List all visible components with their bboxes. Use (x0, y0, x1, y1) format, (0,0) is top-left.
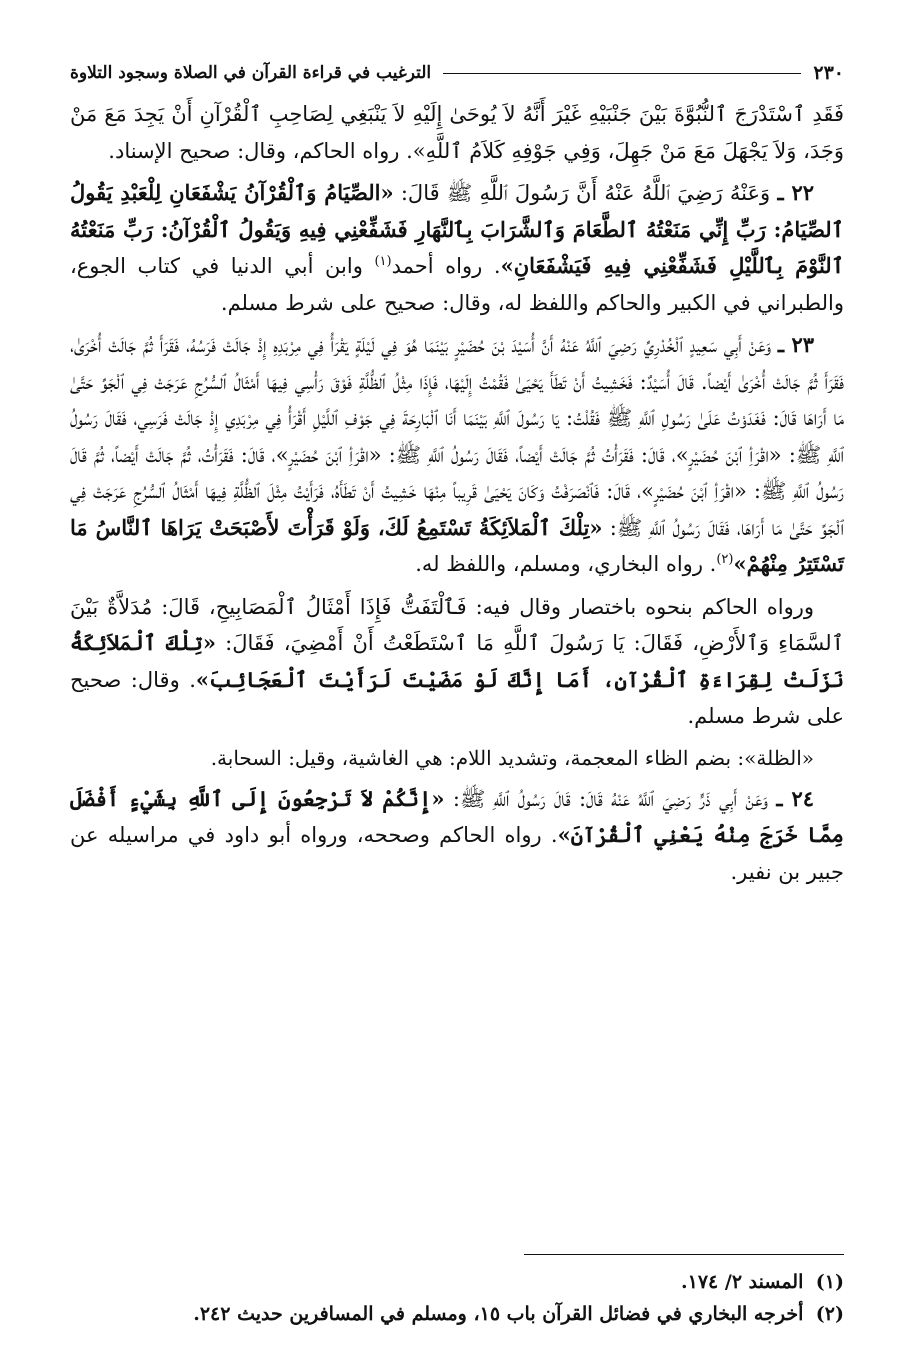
footnote-ref-2[interactable]: (٢) (716, 552, 734, 567)
footnote-label: (٢) (815, 1303, 844, 1325)
header-rule (443, 73, 801, 74)
source-note: . رواه أحمد (391, 254, 501, 278)
source-note: . رواه الحاكم، وقال: صحيح الإسناد. (108, 138, 413, 163)
footnote-text: أخرجه البخاري في فضائل القرآن باب ١٥، ومسلم في المسافرين حديث ٢٤٢. (193, 1303, 804, 1325)
hadith-24 (70, 781, 844, 891)
book-page (70, 58, 844, 1338)
variant-text: فَٱلْتَفَتُّ فَإِذَا أَمْثَالُ ٱلْمَصَابِيحِ، قَالَ: مُدَلاَّةٌ بَيْنَ ٱلسَّمَاءِ وَٱلأَرْضِ، فَقَالَ: يَا رَسُولَ ٱللَّهِ مَا ٱسْتَطَعْتُ أَنْ أَمْضِيَ، فَقَالَ: (70, 594, 844, 655)
footnote-ref-1[interactable]: (١) (374, 254, 392, 269)
source-note: . وقال: صحيح على شرط مسلم. (70, 667, 844, 728)
hadith-text: وَعَنْ أَبِي سَعِيدٍ ٱلْخُدْرِيِّ رَضِيَ ٱللَّهُ عَنْهُ أَنَّ أُسَيْدَ بْنَ حُضَيْرٍ بَيْنَمَا هُوَ فِي لَيْلَةٍ يَقْرَأُ فِي مِرْبَدِهِ إِذْ جَالَتْ فَرَسُهُ، فَقَرَأَ ثُمَّ جَالَتْ أُخْرَىٰ، فَقَرَأَ ثُمَّ جَالَتْ أُخْرَىٰ أَيْضاً. قَالَ أُسَيْدٌ: فَخَشِيتُ أَنْ تَطَأَ يَحْيَىٰ فَقُمْتُ إِلَيْهَا، فَإِذَا مِثْلُ ٱلظُّلَّةِ فَوْقَ رَأْسِي فِيهَا أَمْثَالُ ٱلسُّرُجِ عَرَجَتْ فِي ٱلْجَوِّ حَتَّىٰ مَا أَرَاهَا قَالَ: فَغَدَوْتُ عَلَىٰ رَسُولِ ٱللَّهِ ﷺ فَقُلْتُ: يَا رَسُولَ ٱللَّهِ بَيْنَمَا أَنَا ٱلْبَارِحَةَ فِي جَوْفِ ٱللَّيْلِ أَقْرَأُ فِي مِرْبَدِي إِذْ جَالَتْ فَرَسِي، فَقَالَ رَسُولُ ٱللَّهِ ﷺ: «اقْرَأِ ٱبْنَ حُضَيْرٍ»، قَالَ: فَقَرَأْتُ ثُمَّ جَالَتْ أَيْضاً، فَقَالَ رَسُولُ ٱللَّهِ ﷺ: «اقْرَأِ ٱبْنَ حُضَيْرٍ»، قَالَ: فَقَرَأْتُ، ثُمَّ جَالَتْ أَيْضاً، ثُمَّ قَالَ رَسُولُ ٱللَّهِ ﷺ: «اقْرَأِ ٱبْنَ حُضَيْرٍ»، قَالَ: فَٱنْصَرَفْتُ وَكَانَ يَحْيَىٰ قَرِيباً مِنْهَا خَشِيتُ أَنْ تَطَأَهُ، فَرَأَيْتُ مِثْلَ ٱلظُّلَّةِ فِيهَا أَمْثَالُ ٱلسُّرُجِ عَرَجَتْ فِي ٱلْجَوِّ حَتَّىٰ مَا أَرَاهَا، فَقَالَ رَسُولُ ٱللَّهِ ﷺ: (70, 333, 845, 540)
glossary-note: «الظلة»: بضم الظاء المعجمة، وتشديد اللام: هي الغاشية، وقيل: السحابة. (210, 745, 814, 770)
running-title: الترغيب في قراءة القرآن في الصلاة وسجود التلاوة (70, 63, 432, 83)
hadith-quote: «الصِّيَامُ وَٱلْقُرْآنُ يَشْفَعَانِ لِلْعَبْدِ يَقُولُ ٱلصِّيَامُ: رَبِّ إِنِّي مَنَعْتُهُ ٱلطَّعَامَ وَٱلشَّرَابَ بِٱلنَّهَارِ فَشَفِّعْنِي فِيهِ وَيَقُولُ ٱلْقُرْآنُ: رَبِّ مَنَعْتُهُ ٱلنَّوْمَ بِٱللَّيْلِ فَشَفِّعْنِي فِيهِ فَيَشْفَعَانِ» (70, 180, 845, 278)
paragraph-continuation (70, 96, 844, 169)
footnote-rule (524, 1254, 844, 1255)
hadith-quote: «تِلْكَ ٱلْمَلاَئِكَةُ نَزَلَتْ لِقِرَاءَةِ ٱلْقُرْآنِ، أَمَا إِنَّكَ لَوْ مَضَيْتَ لَرَأَيْتَ ٱلْعَجَائِبَ» (70, 630, 845, 692)
hadith-isnad: وَعَنْهُ رَضِيَ ٱللَّهُ عَنْهُ أَنَّ رَسُولَ ٱللَّهِ ﷺ قَالَ: (400, 181, 771, 205)
hadith-quote: فَقَدِ ٱسْتَدْرَجَ ٱلنُّبُوَّةَ بَيْنَ جَنْبَيْهِ غَيْرَ أَنَّهُ لاَ يُوحَىٰ إِلَيْهِ لاَ يَنْبَغِي لِصَاحِبِ ٱلْقُرْآنِ أَنْ يَجِدَ مَعَ مَنْ وَجَدَ، وَلاَ يَجْهَلَ مَعَ مَنْ جَهِلَ، وَفِي جَوْفِهِ كَلاَمُ ٱللَّهِ» (70, 102, 844, 163)
hadith-isnad: وَعَنْ أَبِي ذَرٍّ رَضِيَ ٱللَّهُ عَنْهُ قَالَ: قَالَ رَسُولُ ٱللَّهِ ﷺ: (452, 786, 768, 811)
footnotes (70, 1266, 844, 1330)
hadith-22 (70, 175, 844, 321)
footnote-1 (70, 1266, 844, 1298)
hadith-23 (70, 327, 844, 583)
body-text (70, 96, 844, 896)
hadith-quote: «إِنَّكُمْ لاَ تَرْجِعُونَ إِلَى ٱللَّهِ بِشَيْءٍ أَفْضَلَ مِمَّا خَرَجَ مِنْهُ يَعْنِي ٱلْقُرْآنَ» (70, 785, 844, 847)
source-note: . رواه الحاكم وصححه، ورواه أبو داود في مراسيله عن جبير بن نفير. (70, 823, 844, 884)
source-note: . رواه البخاري، ومسلم، واللفظ له. (415, 552, 717, 576)
hadith-quote: «تِلْكَ ٱلْمَلاَئِكَةُ تَسْتَمِعُ لَكَ، وَلَوْ قَرَأْتَ لأَصْبَحَتْ يَرَاهَا ٱلنَّاسُ مَا تَسْتَتِرُ مِنْهُمْ» (70, 514, 844, 576)
footnote-label: (١) (815, 1271, 844, 1293)
running-header (70, 58, 844, 88)
footnote-text: المسند ٢/ ١٧٤. (681, 1271, 804, 1293)
source-note-cont: وابن أبي الدنيا في كتاب الجوع، والطبراني في الكبير والحاكم واللفظ له، وقال: صحيح على شرط مسلم. (70, 254, 844, 315)
hadith-number: ٢٣ ـ (777, 332, 814, 357)
hadith-23-variant (70, 589, 844, 735)
hadith-number: ٢٢ ـ (777, 180, 815, 205)
footnote-2 (70, 1298, 844, 1330)
variant-lead: ورواه الحاكم بنحوه باختصار وقال فيه: (475, 594, 814, 619)
hadith-number: ٢٤ ـ (776, 785, 814, 811)
page-number: ٢٣٠ (813, 62, 844, 84)
word-note (70, 741, 844, 775)
